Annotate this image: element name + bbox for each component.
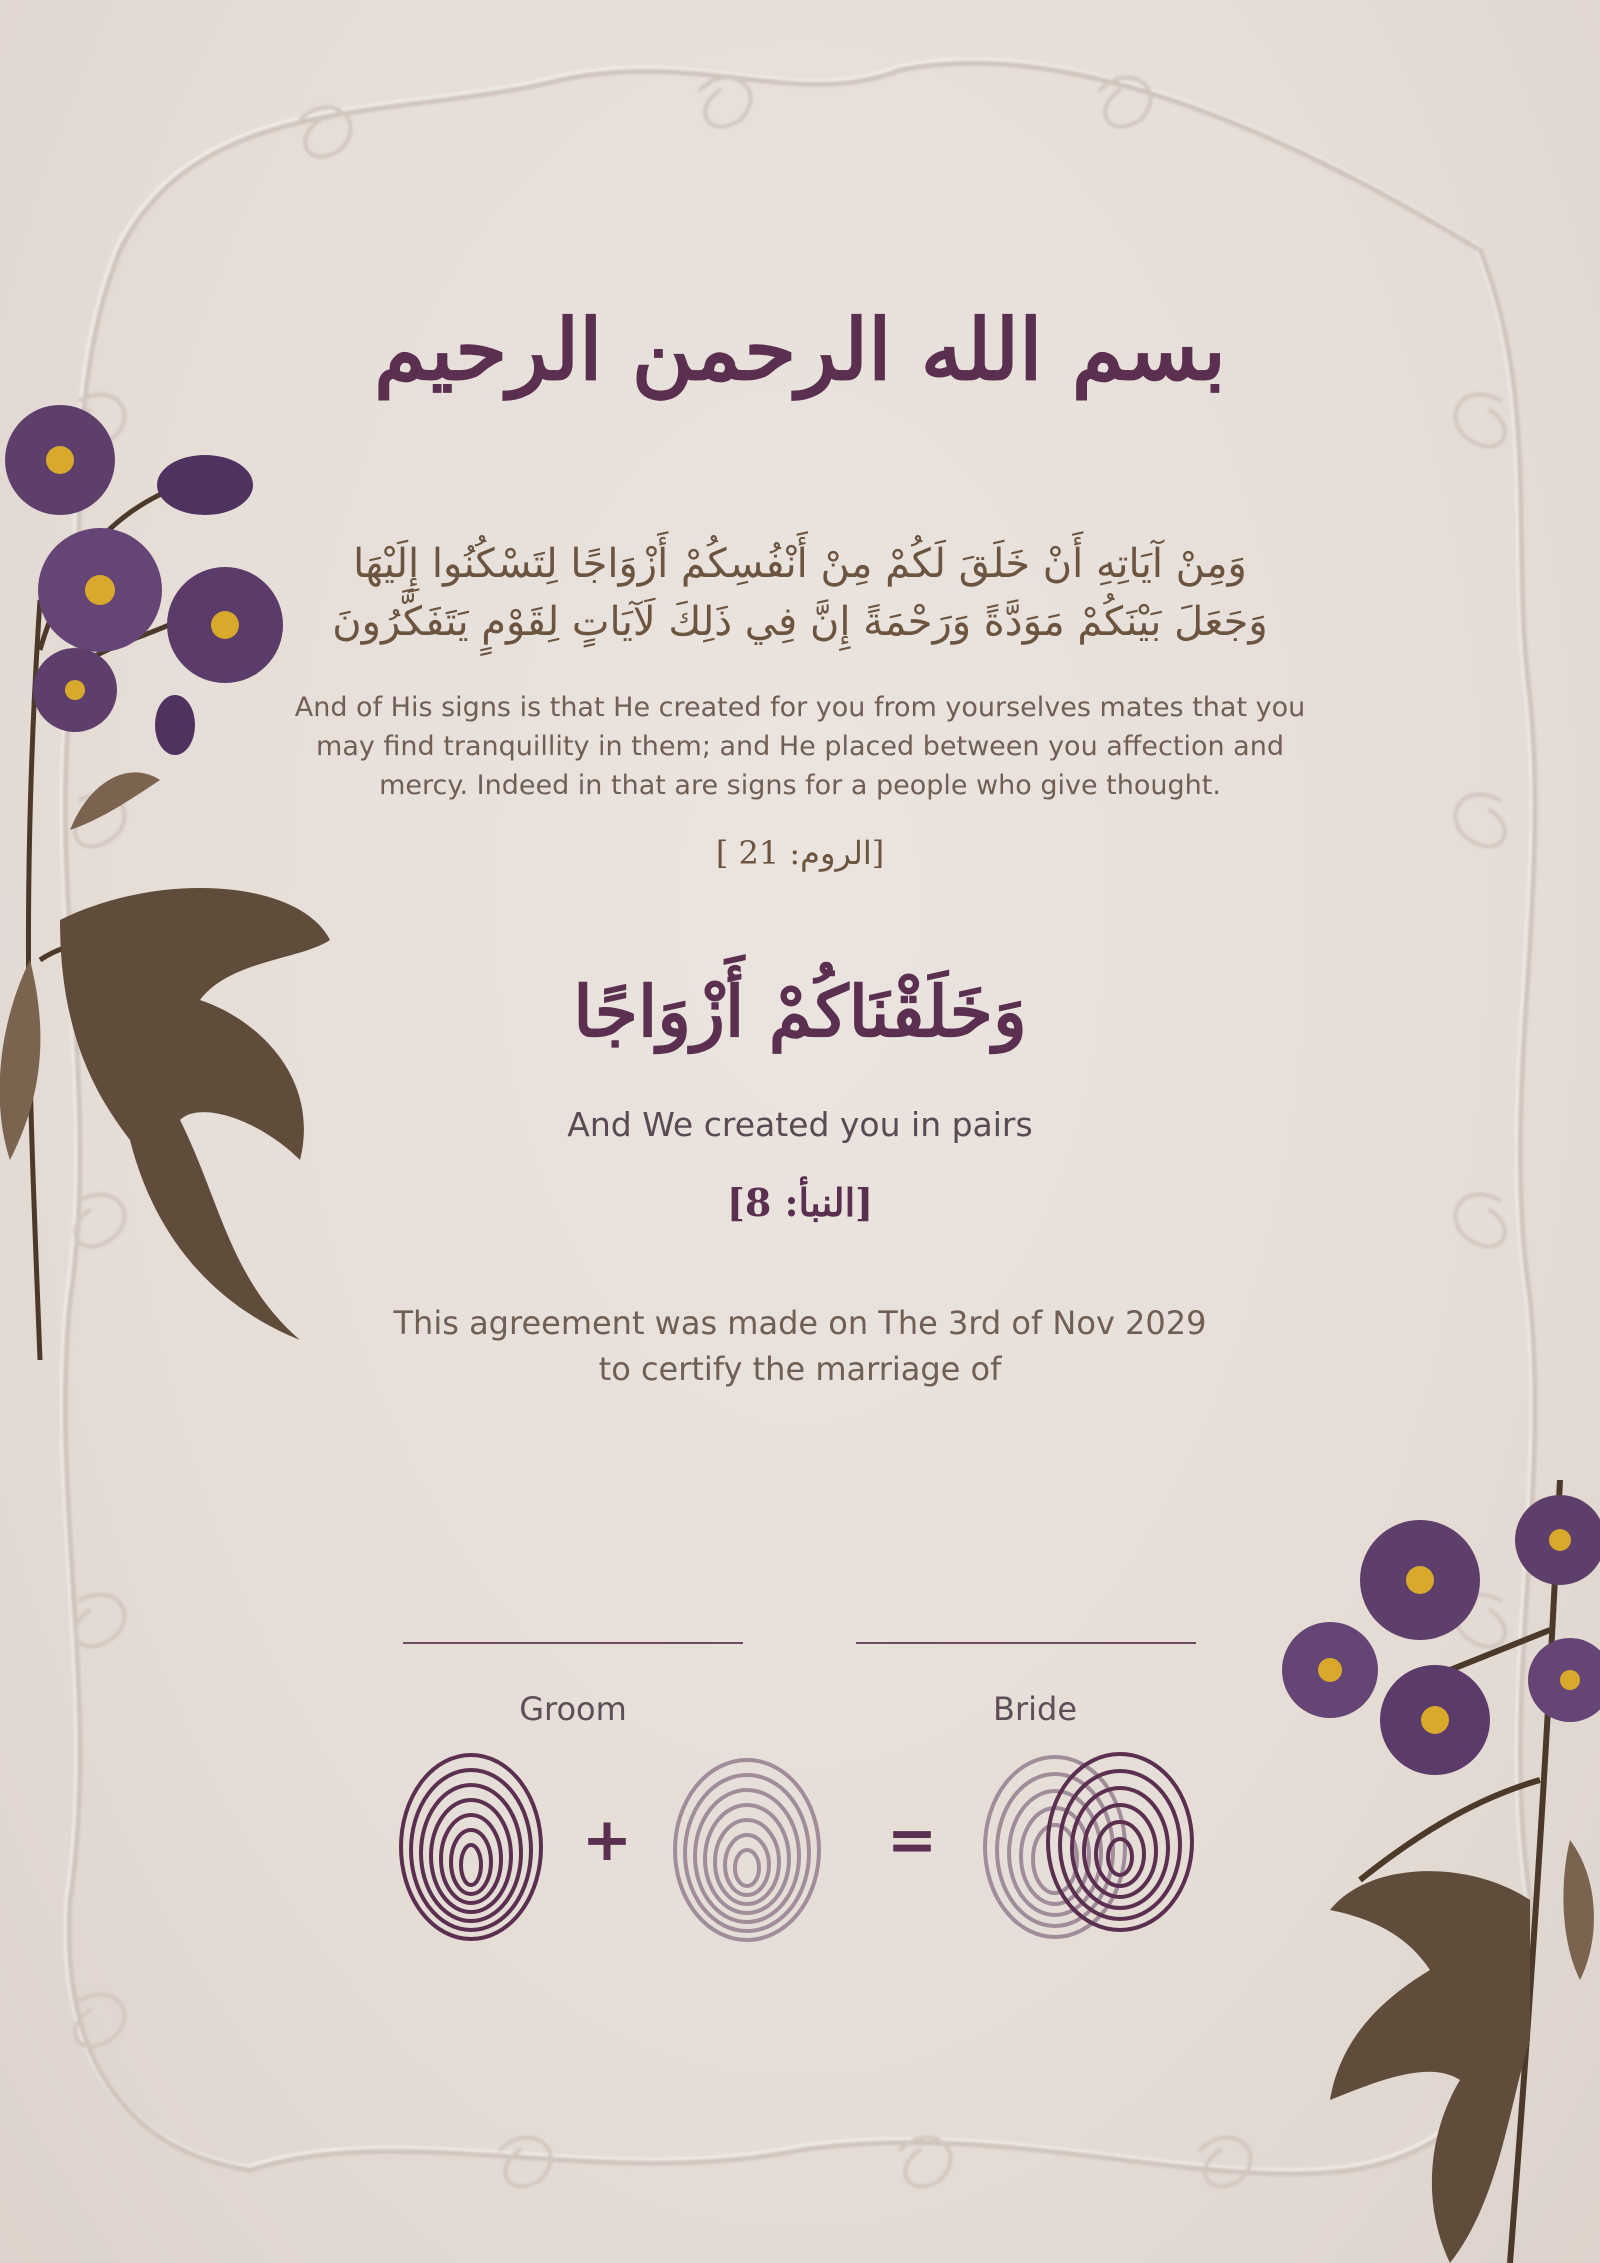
verse1-arabic: وَمِنْ آيَاتِهِ أَنْ خَلَقَ لَكُمْ مِنْ أَنْفُسِكُمْ أَزْوَاجًا لِتَسْكُنُوا إِلَيْهَا وَجَعَلَ بَيْنَكُمْ مَوَدَّةً وَرَحْمَةً إِنَّ فِي ذَلِكَ لَآيَاتٍ لِقَوْمٍ يَتَفَكَّرُونَ [332,541,1268,645]
equals-sign: = [886,1805,938,1875]
verse1-english: And of His signs is that He created for you from yourselves mates that you may find tranquillity in them; and He placed between you affection and mercy. Indeed in that are signs for a people who give thought. [294,692,1306,801]
agreement-statement [0,1300,1600,1392]
bismillah-calligraphy: بسم الله الرحمن الرحيم [374,300,1226,399]
bride-signature-line[interactable] [856,1642,1196,1644]
agreement-line-1: This agreement was made on The 3rd of Nov 2029 [393,1304,1207,1342]
right-floral-illustration [1270,1480,1600,2263]
groom-fingerprint-icon [396,1750,546,1945]
verse1-reference: [الروم: 21 ] [715,834,885,872]
verse2-reference: [النبأ: 8] [726,1180,874,1225]
agreement-line-2: to certify the marriage of [598,1350,1002,1388]
groom-signature-line[interactable] [403,1642,743,1644]
groom-label: Groom [519,1690,627,1728]
verse2-arabic: وَخَلَقْنَاكُمْ أَزْوَاجًا [573,970,1027,1053]
purple-flower-icon [5,405,283,755]
bride-label: Bride [993,1690,1077,1728]
plus-sign: + [581,1805,633,1875]
bride-fingerprint-icon [670,1755,825,1945]
combined-fingerprints-icon [975,1750,1200,1945]
verse2-english: And We created you in pairs [567,1105,1033,1144]
